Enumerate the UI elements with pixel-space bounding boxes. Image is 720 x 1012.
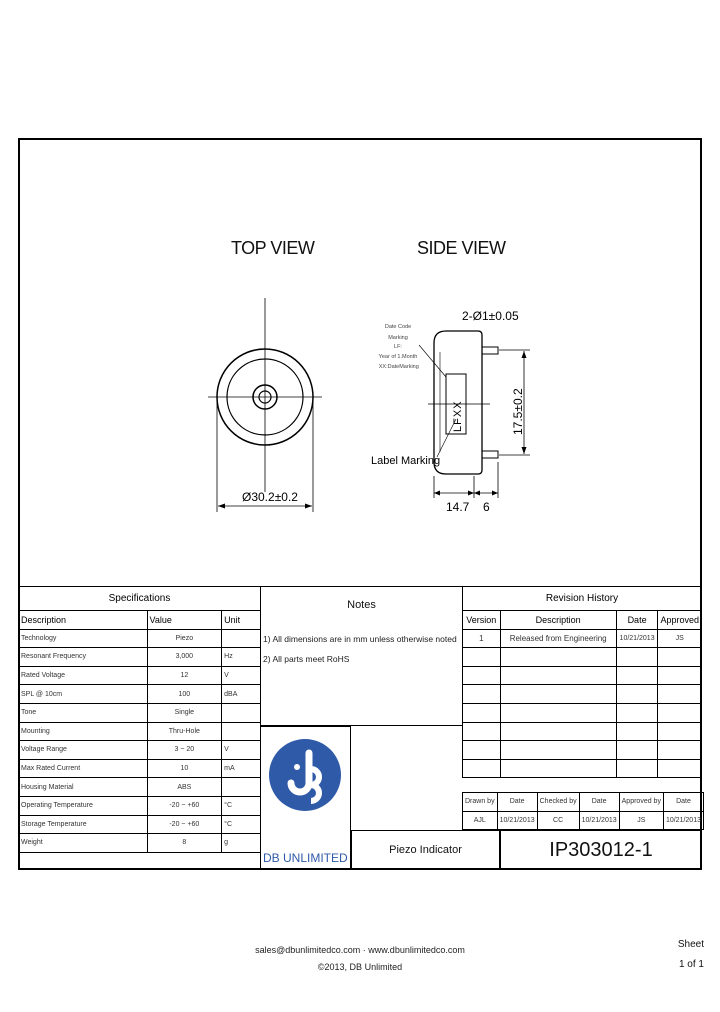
table-row: [463, 703, 702, 722]
signoff-table: [462, 792, 704, 830]
svg-text:Marking: Marking: [388, 335, 408, 341]
logo-circle: [269, 739, 341, 811]
footer-contact: sales@dbunlimitedco.com · www.dbunlimitedco.com: [255, 945, 465, 955]
top-view: [208, 298, 322, 512]
table-row: Tone Single: [19, 703, 261, 722]
signoff-value: JS: [619, 811, 663, 830]
signoff-value: CC: [537, 811, 579, 830]
pin-length-dimension-label: 6: [483, 500, 490, 514]
table-row: SPL @ 10cm 100 dBA: [19, 685, 261, 704]
table-row: Operating Temperature -20 ~ +60 °C: [19, 796, 261, 815]
width-dimension-label: 14.7: [446, 500, 470, 514]
side-view-title: SIDE VIEW: [417, 238, 506, 258]
table-row: Weight 8 g: [19, 834, 261, 853]
height-dimension-label: 17.5±0.2: [511, 388, 525, 435]
signoff-header: Date: [579, 793, 619, 812]
table-row: Storage Temperature -20 ~ +60 °C: [19, 815, 261, 834]
table-row: Max Rated Current 10 mA: [19, 759, 261, 778]
part-number: IP303012-1: [500, 830, 702, 870]
spec-header-description: Description: [19, 611, 148, 630]
top-view-title: TOP VIEW: [231, 238, 315, 258]
sheet-label: Sheet: [677, 939, 704, 950]
rev-header-version: Version: [463, 611, 501, 630]
table-row: [463, 759, 702, 778]
specifications-title: Specifications: [19, 587, 261, 611]
table-row: [463, 666, 702, 685]
note-item: 1) All dimensions are in mm unless otherwise noted: [263, 634, 457, 644]
table-row: Technology Piezo: [19, 629, 261, 648]
notes-title: Notes: [347, 599, 376, 611]
rev-header-date: Date: [616, 611, 658, 630]
company-logo-panel: [260, 726, 351, 870]
table-row: [463, 648, 702, 667]
signoff-value: AJL: [463, 811, 498, 830]
spec-header-unit: Unit: [222, 611, 261, 630]
diameter-dimension-label: Ø30.2±0.2: [242, 490, 298, 504]
signoff-header: Date: [497, 793, 537, 812]
signoff-header: Date: [663, 793, 703, 812]
rev-header-description: Description: [500, 611, 616, 630]
svg-text:LF:: LF:: [394, 344, 402, 350]
note-item: 2) All parts meet RoHS: [263, 654, 350, 664]
footer-copyright: ©2013, DB Unlimited: [317, 962, 403, 972]
spec-header-value: Value: [147, 611, 222, 630]
company-logo: [261, 727, 350, 869]
sheet-number: 1 of 1: [678, 959, 704, 970]
revision-history-table: [462, 586, 702, 778]
rev-header-approved: Approved: [658, 611, 702, 630]
revision-history-title: Revision History: [463, 587, 702, 611]
label-marking-callout: Label Marking: [371, 455, 441, 467]
company-name: DB UNLIMITED: [263, 851, 348, 865]
signoff-header: Checked by: [537, 793, 579, 812]
table-row: Resonant Frequency 3,000 Hz: [19, 648, 261, 667]
date-code-leader: [419, 345, 446, 377]
label-marking-text: LFXX: [452, 400, 464, 432]
signoff-value: 10/21/2013: [579, 811, 619, 830]
pin-lower: [482, 451, 498, 458]
table-row: Rated Voltage 12 V: [19, 666, 261, 685]
table-row: [463, 722, 702, 741]
pin-upper: [482, 347, 498, 354]
notes-panel: [260, 586, 463, 726]
table-row: [463, 685, 702, 704]
svg-text:Date Code: Date Code: [384, 324, 412, 330]
signoff-header: Drawn by: [463, 793, 498, 812]
signoff-value: 10/21/2013: [497, 811, 537, 830]
table-row: Mounting Thru-Hole: [19, 722, 261, 741]
svg-text:Year of 1.Month: Year of 1.Month: [378, 354, 418, 360]
table-row: Voltage Range 3 ~ 20 V: [19, 741, 261, 760]
product-name: Piezo Indicator: [351, 830, 500, 870]
svg-text:Marking: Marking: [399, 364, 419, 370]
date-code-note: [379, 324, 419, 370]
svg-text:XX:Date: XX:Date: [378, 364, 400, 370]
signoff-header: Approved by: [619, 793, 663, 812]
table-row: [463, 741, 702, 760]
table-row: 1 Released from Engineering 10/21/2013 JS: [463, 629, 702, 648]
pin-dimension-label: 2-Ø1±0.05: [462, 309, 519, 323]
signoff-value: 10/21/2013: [663, 811, 703, 830]
specifications-table: [18, 586, 261, 853]
table-row: Housing Material ABS: [19, 778, 261, 797]
